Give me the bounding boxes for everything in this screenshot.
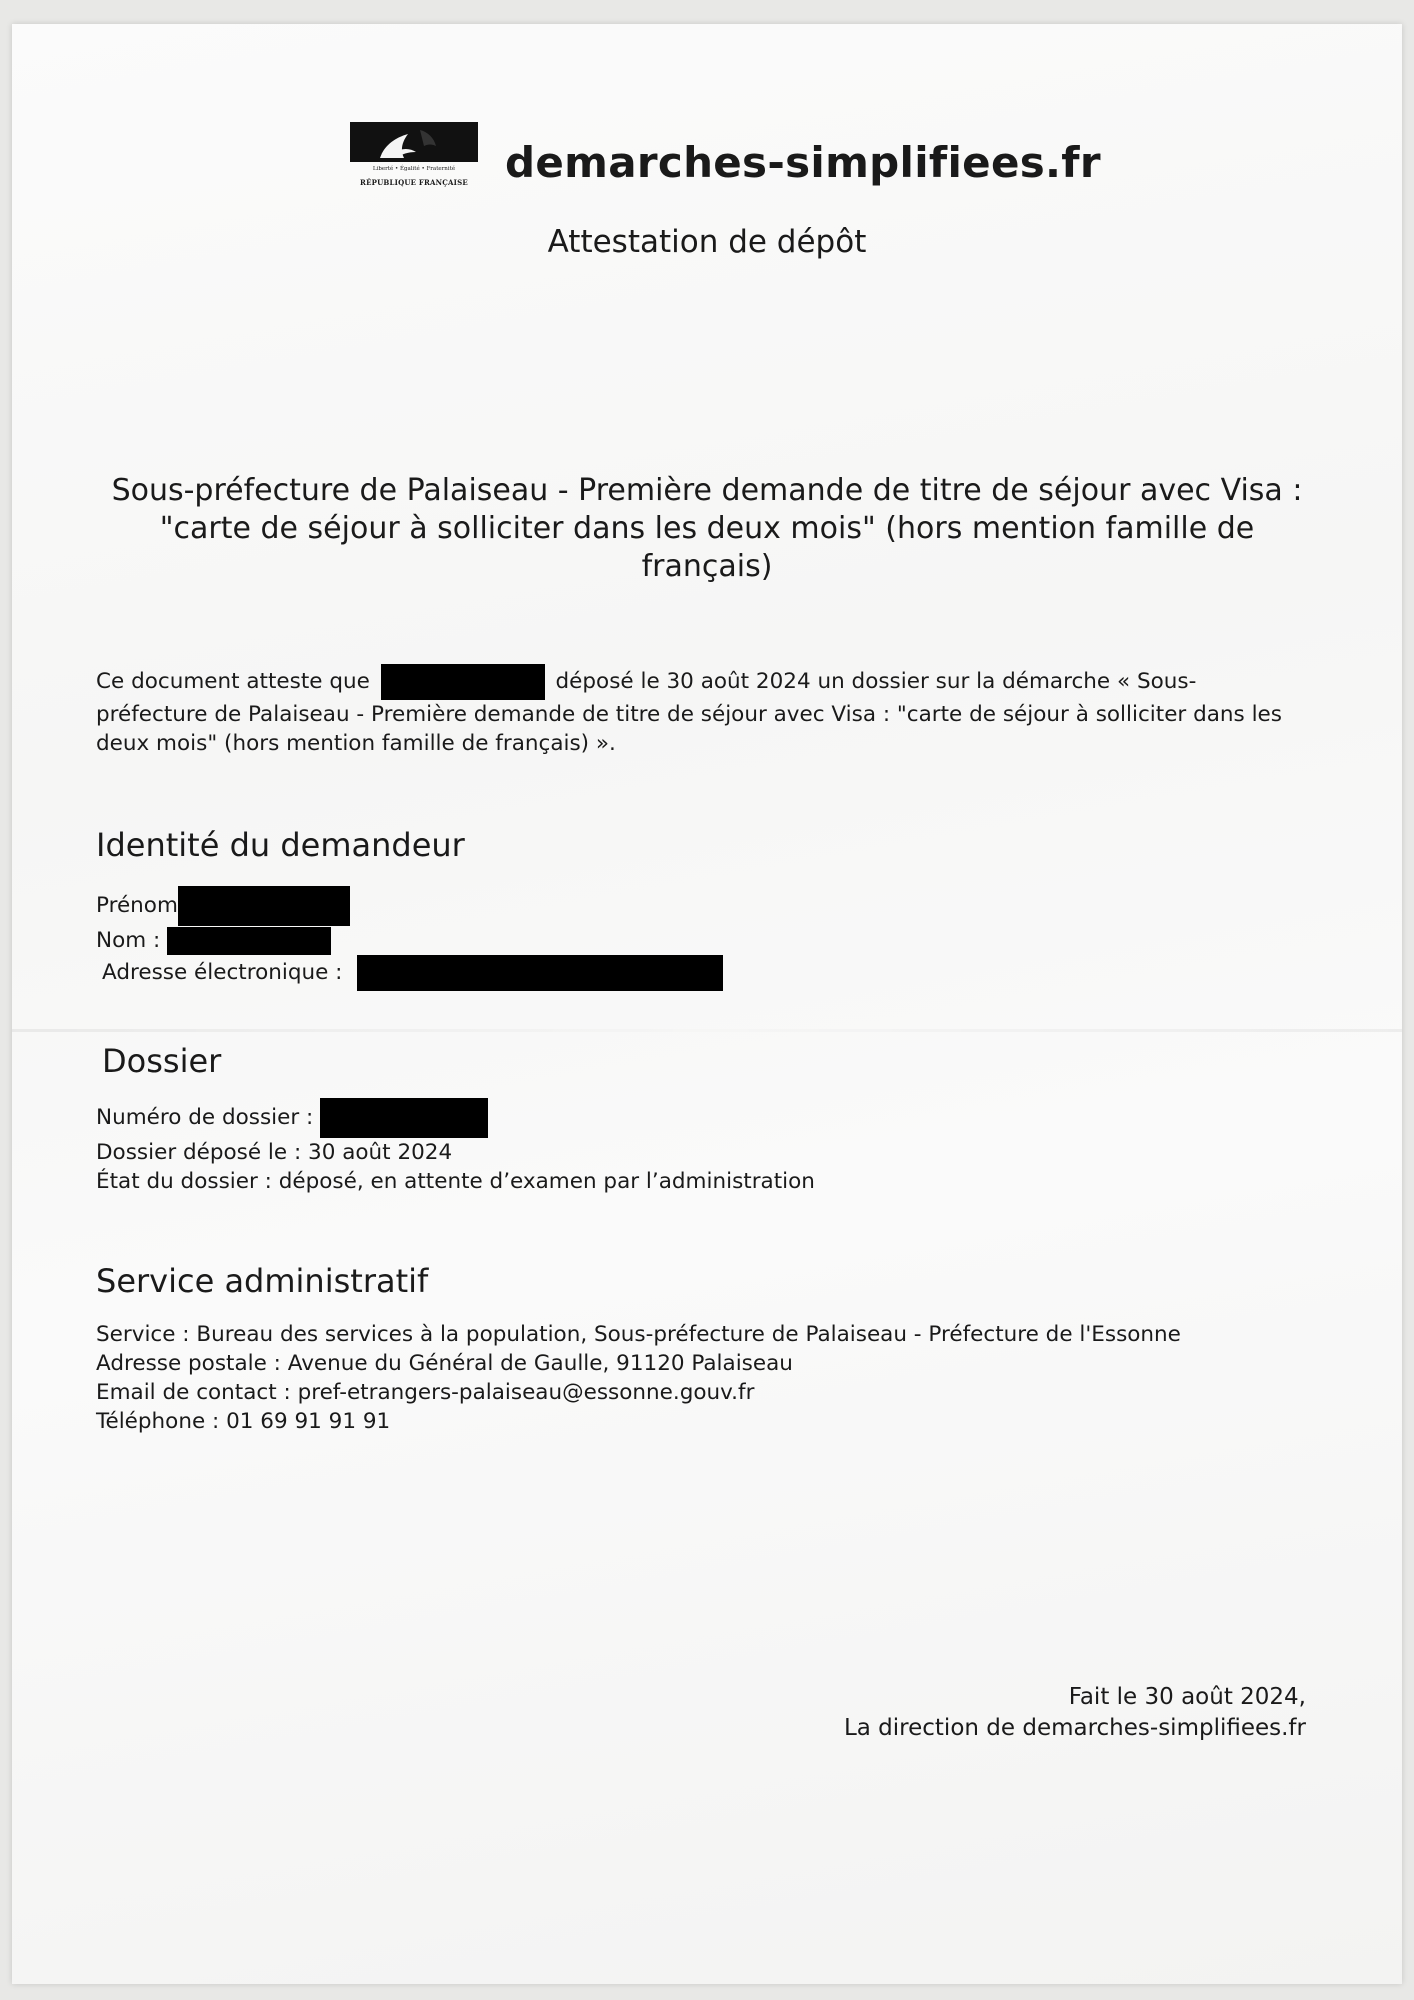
dossier-heading: Dossier xyxy=(102,1042,222,1080)
identity-fields xyxy=(96,886,723,991)
dossier-deposited: Dossier déposé le : 30 août 2024 xyxy=(96,1140,453,1165)
intro-text-start: Ce document atteste que xyxy=(96,669,370,694)
site-name: demarches-simplifiees.fr xyxy=(505,138,1101,187)
signoff-from: La direction de demarches-simplifiees.fr xyxy=(843,1715,1306,1741)
marianne-logo xyxy=(350,122,478,194)
last-name-redaction xyxy=(167,927,331,955)
signoff xyxy=(844,1682,1306,1744)
dossier-fields xyxy=(96,1098,815,1196)
fold-crease xyxy=(12,1029,1402,1032)
dossier-number-label: Numéro de dossier : xyxy=(96,1105,314,1130)
email-redaction xyxy=(357,955,723,991)
redaction-bar xyxy=(381,664,545,700)
service-email: Email de contact : pref-etrangers-palaiseau@essonne.gouv.fr xyxy=(96,1380,755,1405)
document-title: Attestation de dépôt xyxy=(547,224,867,260)
logo-republic-text: RÉPUBLIQUE FRANÇAISE xyxy=(360,178,468,187)
identity-heading: Identité du demandeur xyxy=(96,826,465,864)
email-label: Adresse électronique : xyxy=(102,960,343,985)
service-heading: Service administratif xyxy=(96,1262,429,1300)
first-name-label: Prénom xyxy=(96,893,178,918)
email-row xyxy=(96,955,723,991)
service-name: Service : Bureau des services à la population, Sous-préfecture de Palaiseau - Préfecture de l'Essonne xyxy=(96,1322,1181,1347)
last-name-label: Nom : xyxy=(96,928,161,953)
dossier-number-redaction xyxy=(320,1098,488,1138)
last-name-row xyxy=(96,926,723,955)
intro-paragraph xyxy=(96,664,1296,758)
service-fields xyxy=(96,1320,1181,1436)
dossier-number-row xyxy=(96,1098,815,1138)
intro-text-rest: déposé le 30 août 2024 un dossier sur la démarche « Sous-préfecture de Palaiseau - Première demande de titre de séjour avec Visa : "carte de séjour à solliciter dans les deux mois" (hors mention famille de français) ». xyxy=(96,669,1282,756)
service-phone: Téléphone : 01 69 91 91 91 xyxy=(96,1409,391,1434)
service-address: Adresse postale : Avenue du Général de Gaulle, 91120 Palaiseau xyxy=(96,1351,793,1376)
signoff-date: Fait le 30 août 2024, xyxy=(1068,1684,1306,1710)
first-name-row xyxy=(96,886,723,926)
first-name-redaction xyxy=(178,886,350,926)
marianne-emblem-icon xyxy=(350,122,478,162)
logo-motto: Liberté • Égalité • Fraternité xyxy=(372,166,456,172)
dossier-state: État du dossier : déposé, en attente d’examen par l’administration xyxy=(96,1169,815,1194)
procedure-title: Sous-préfecture de Palaiseau - Première demande de titre de séjour avec Visa : "carte de séjour à solliciter dans les deux mois" (hors mention famille de français) xyxy=(111,473,1303,584)
